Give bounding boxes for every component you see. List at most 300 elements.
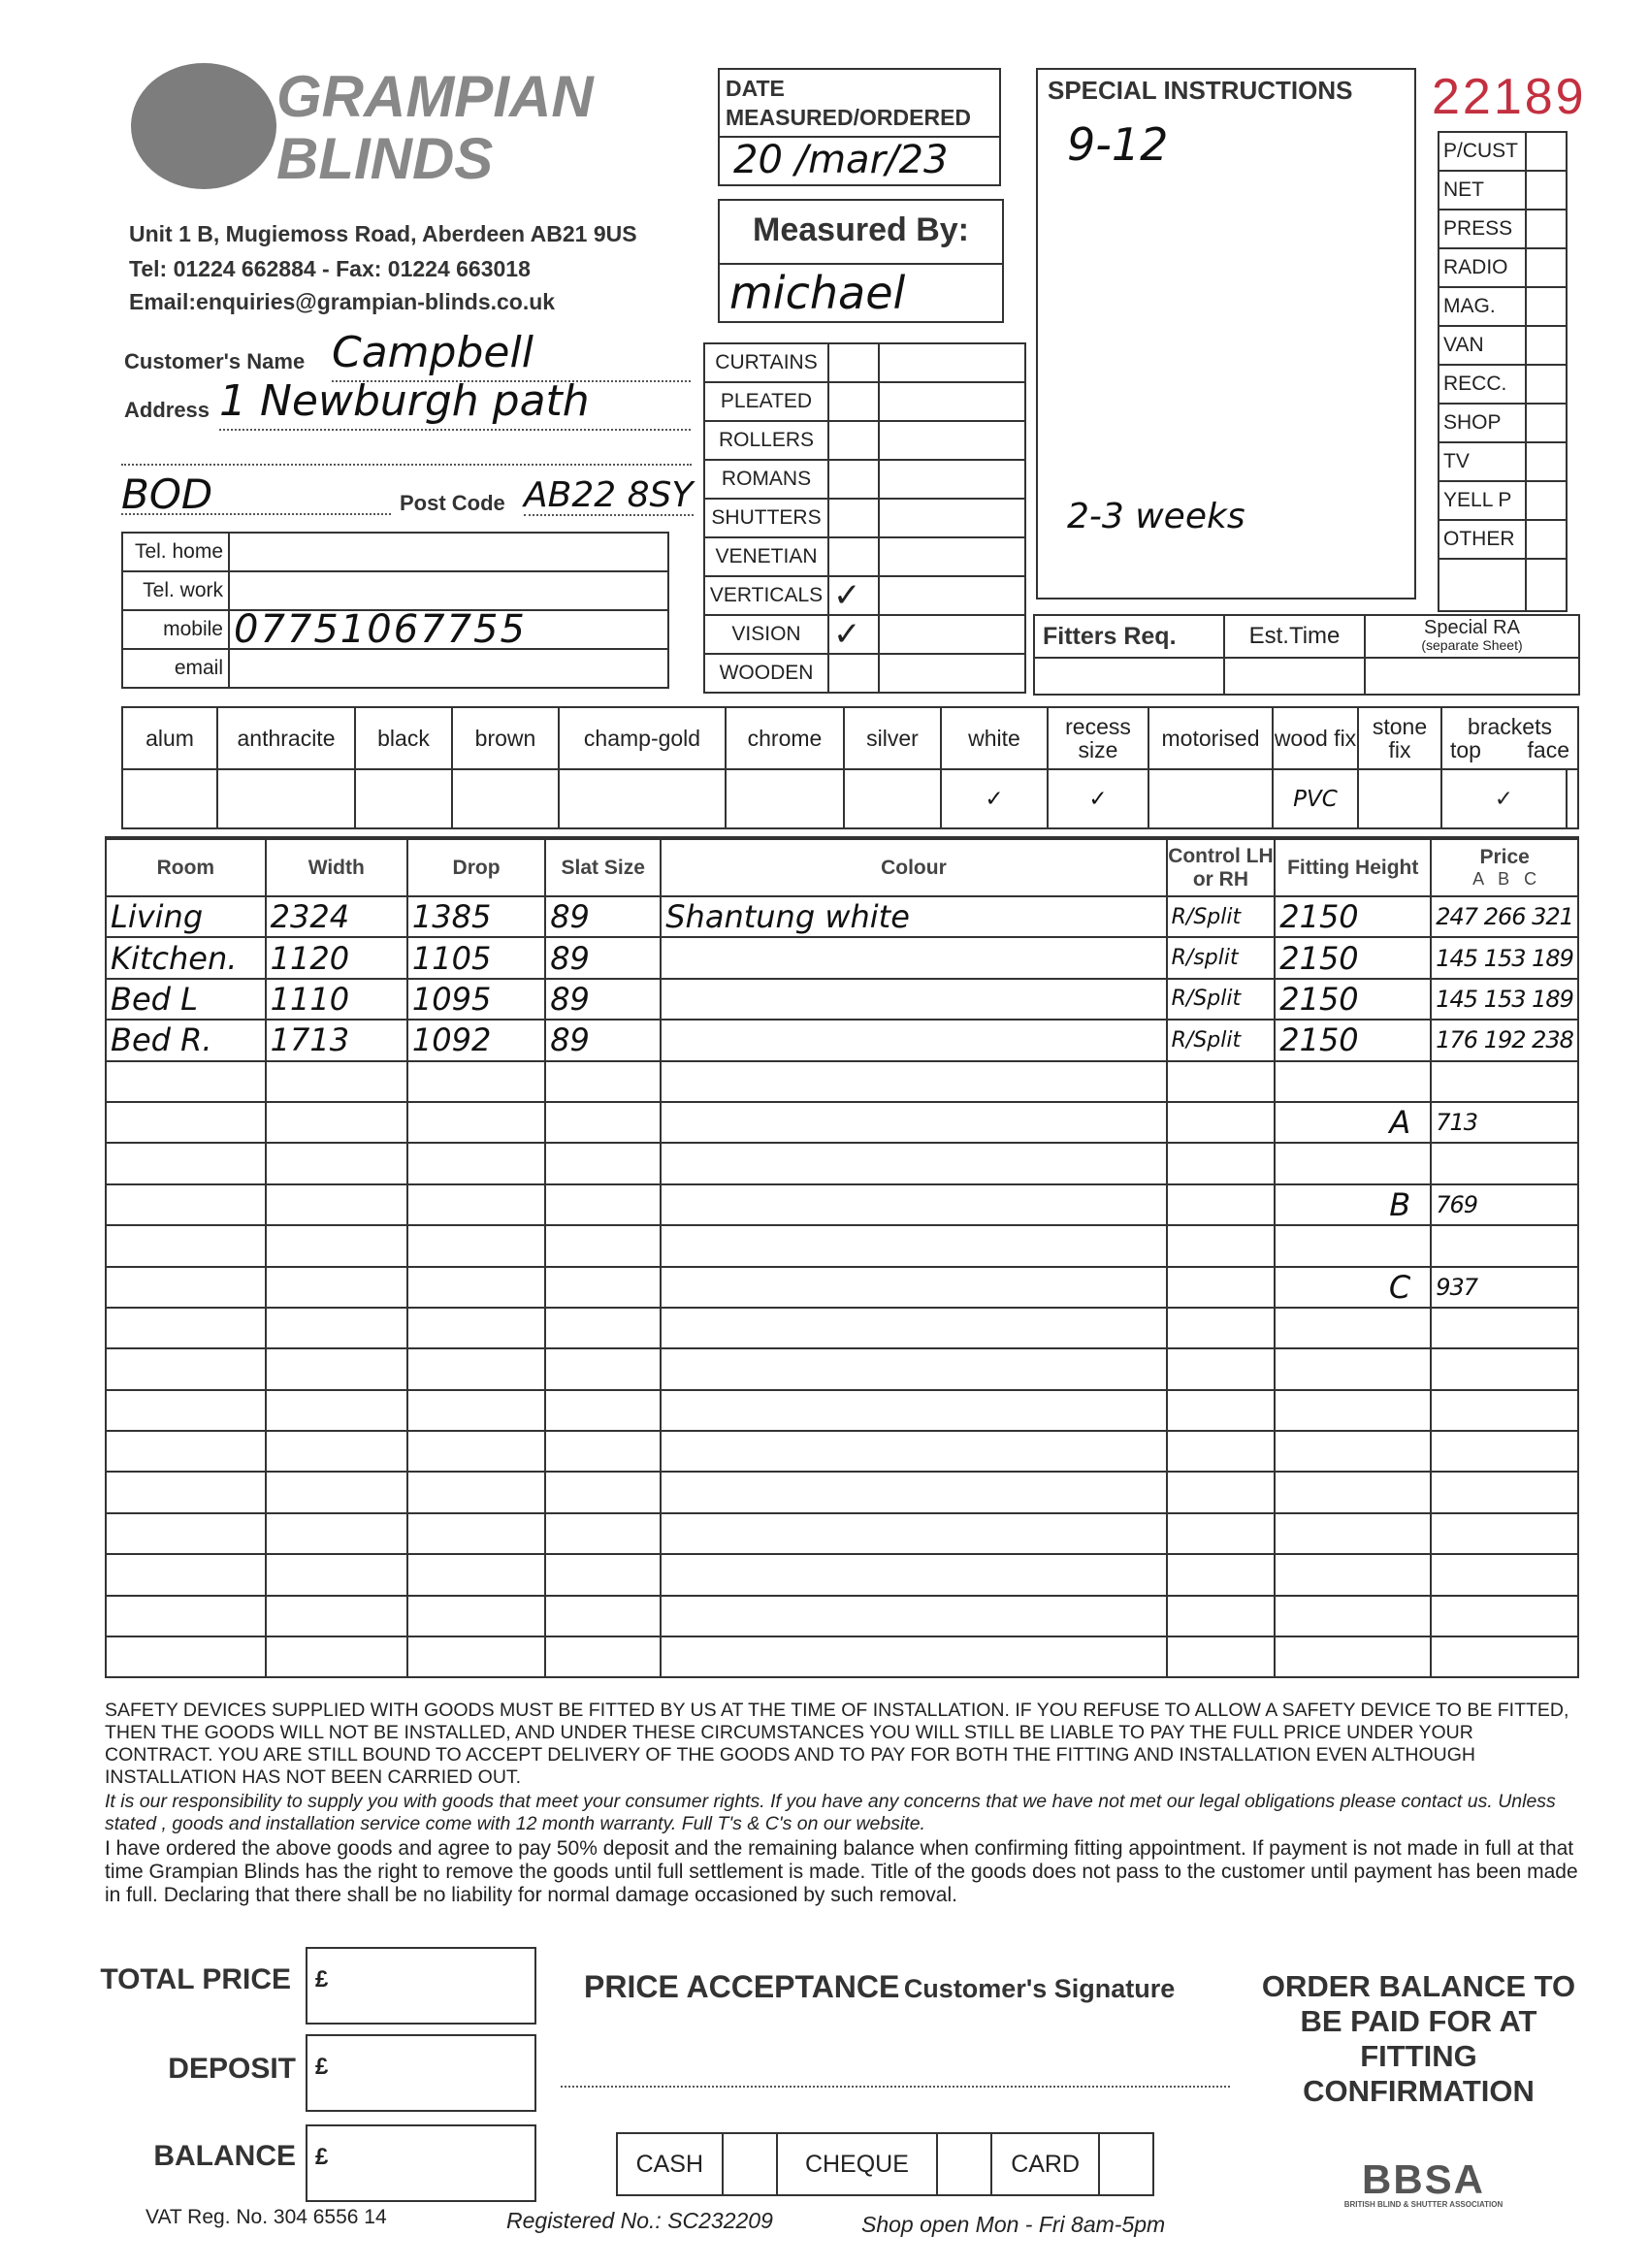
cell-fitting-height[interactable]: C [1275,1267,1431,1308]
consumer-rights-notice: It is our responsibility to supply you with goods that meet your consumer rights. If you have any concerns that we have not met our legal obligations please contact us. Unless stated , goods and installation service come with 12 month warranty. Full T's & C's on our website. [105,1791,1556,1834]
cell-drop[interactable] [407,1390,545,1431]
cell-fitting-height[interactable] [1275,1472,1431,1512]
cell-slat-size[interactable] [545,1472,661,1512]
cell-drop[interactable] [407,1348,545,1389]
cell-slat-size[interactable] [545,1267,661,1308]
address-line1-field[interactable]: 1 Newburgh path [219,376,691,431]
product-type-notes[interactable] [879,460,1025,499]
cell-colour[interactable] [661,1596,1166,1636]
brackets-label: brackets [1468,714,1552,739]
cell-room[interactable] [106,1431,266,1472]
cell-fitting-height[interactable]: A [1275,1102,1431,1143]
cell-width[interactable]: 2324 [266,896,407,937]
source-label: YELL P [1439,481,1526,520]
contact-row [122,649,668,688]
cell-slat-size[interactable] [545,1636,661,1677]
cell-drop[interactable] [407,1102,545,1143]
product-type-row [704,343,1025,382]
option-checkbox[interactable] [452,769,559,828]
cell-control[interactable] [1167,1554,1276,1595]
cell-drop[interactable] [407,1308,545,1348]
cell-control[interactable] [1167,1390,1276,1431]
cell-colour[interactable] [661,1020,1166,1060]
cell-price[interactable]: 145 153 189 [1431,937,1578,978]
contact-row [122,610,668,649]
source-label: OTHER [1439,520,1526,559]
cell-colour[interactable]: Shantung white [661,896,1166,937]
special-instructions-line1[interactable]: 9-12 [1067,118,1169,171]
option-checkbox[interactable] [217,769,355,828]
total-price-field[interactable] [306,1947,536,2025]
cell-width[interactable] [266,1431,407,1472]
product-type-checkbox[interactable] [828,654,879,693]
contact-field[interactable] [229,649,668,688]
cell-width[interactable] [266,1102,407,1143]
customer-name-field[interactable]: Campbell [332,328,691,382]
product-type-label: ROMANS [704,460,828,499]
cell-room[interactable] [106,1472,266,1512]
cell-fitting-height[interactable] [1275,1225,1431,1266]
source-row [1439,520,1567,559]
cell-price[interactable] [1431,1554,1578,1595]
cell-price[interactable]: 176 192 238 [1431,1020,1578,1060]
option-label: black [355,707,452,769]
source-checkbox[interactable] [1526,210,1567,248]
date-value[interactable]: 20 /mar/23 [733,138,949,182]
cell-drop[interactable] [407,1184,545,1225]
table-row [106,1308,1578,1348]
balance-field[interactable] [306,2124,536,2202]
currency-symbol: £ [315,2054,329,2080]
cell-fitting-height[interactable] [1275,1596,1431,1636]
product-type-row [704,421,1025,460]
cell-drop[interactable] [407,1554,545,1595]
cell-colour[interactable] [661,1554,1166,1595]
cell-fitting-height[interactable] [1275,1390,1431,1431]
cell-drop[interactable] [407,1267,545,1308]
signature-label: Customer's Signature [903,1974,1176,2003]
source-label: NET [1439,171,1526,210]
source-list [1438,131,1568,612]
cell-fitting-height[interactable] [1275,1431,1431,1472]
cell-fitting-height[interactable]: 2150 [1275,896,1431,937]
product-type-notes[interactable] [879,615,1025,654]
cell-price[interactable]: 713 [1431,1102,1578,1143]
product-type-notes[interactable] [879,343,1025,382]
cell-slat-size[interactable] [545,1348,661,1389]
cell-slat-size[interactable] [545,1513,661,1554]
measured-by-value[interactable]: michael [729,267,906,319]
cell-room[interactable] [106,1390,266,1431]
cell-colour[interactable] [661,1513,1166,1554]
deposit-field[interactable] [306,2034,536,2112]
column-header-label: Room [156,856,215,879]
column-header-label: Slat Size [561,856,645,879]
cell-room[interactable]: Living [106,896,266,937]
option-label: alum [122,707,217,769]
source-checkbox[interactable] [1526,520,1567,559]
cell-price[interactable] [1431,1513,1578,1554]
cell-control[interactable] [1167,1596,1276,1636]
cell-price[interactable] [1431,1636,1578,1677]
cell-width[interactable] [266,1225,407,1266]
currency-symbol: £ [315,2144,329,2170]
column-header-label: Control LH or RH [1168,844,1274,891]
table-row [106,1020,1578,1060]
cell-price[interactable] [1431,1390,1578,1431]
address-label: Address [124,398,210,422]
product-type-checkbox[interactable] [828,382,879,421]
product-type-notes[interactable] [879,537,1025,576]
source-checkbox[interactable] [1526,171,1567,210]
cell-fitting-height[interactable] [1275,1143,1431,1183]
cell-fitting-height[interactable] [1275,1348,1431,1389]
cell-slat-size[interactable]: 89 [545,979,661,1020]
cell-control[interactable]: R/Split [1167,896,1276,937]
cell-control[interactable] [1167,1102,1276,1143]
column-header [266,838,407,896]
source-checkbox[interactable] [1526,326,1567,365]
option-checkbox[interactable] [559,769,726,828]
source-label: P/CUST [1439,132,1526,171]
source-checkbox[interactable] [1526,365,1567,404]
cell-fitting-height[interactable]: B [1275,1184,1431,1225]
product-type-notes[interactable] [879,654,1025,693]
payment-method-label: CASH [617,2133,723,2195]
product-type-label: ROLLERS [704,421,828,460]
special-ra-field[interactable] [1365,658,1579,695]
total-price-label: TOTAL PRICE [100,1963,291,1995]
cell-drop[interactable] [407,1061,545,1102]
cell-control[interactable] [1167,1308,1276,1348]
product-type-checkbox[interactable] [828,343,879,382]
option-checkbox[interactable]: ✓ [941,769,1048,828]
table-row [106,1184,1578,1225]
cell-control[interactable] [1167,1225,1276,1266]
column-header-label: Drop [452,856,501,879]
cell-drop[interactable] [407,1636,545,1677]
cell-colour[interactable] [661,1308,1166,1348]
cell-width[interactable]: 1120 [266,937,407,978]
cell-width[interactable] [266,1596,407,1636]
table-row [106,1472,1578,1512]
option-checkbox[interactable] [122,769,217,828]
order-balance-notice: ORDER BALANCE TO BE PAID FOR AT FITTING CONFIRMATION [1261,1969,1576,2108]
cell-price[interactable] [1431,1061,1578,1102]
date-label: DATE [726,76,785,101]
product-type-label: PLEATED [704,382,828,421]
cell-drop[interactable]: 1105 [407,937,545,978]
cell-control[interactable] [1167,1431,1276,1472]
option-checkbox[interactable] [726,769,844,828]
cell-fitting-height[interactable] [1275,1554,1431,1595]
option-checkbox[interactable] [844,769,941,828]
cell-fitting-height[interactable] [1275,1308,1431,1348]
product-type-label: VISION [704,615,828,654]
product-type-checkbox[interactable] [828,460,879,499]
cell-price[interactable] [1431,1143,1578,1183]
cell-price[interactable]: 937 [1431,1267,1578,1308]
brackets-top-checkbox[interactable]: ✓ [1441,769,1567,828]
cell-colour[interactable] [661,1225,1166,1266]
est-time-field[interactable] [1224,658,1365,695]
table-row [106,1225,1578,1266]
cell-room[interactable] [106,1061,266,1102]
cell-slat-size[interactable] [545,1184,661,1225]
table-row [106,1102,1578,1143]
cell-price[interactable]: 769 [1431,1184,1578,1225]
product-type-checkbox[interactable] [828,537,879,576]
cell-drop[interactable]: 1092 [407,1020,545,1060]
date-label-2: MEASURED/ORDERED [726,105,972,130]
address-line3-field[interactable]: BOD [121,470,391,515]
source-checkbox[interactable] [1526,132,1567,171]
product-type-checkbox[interactable]: ✓ [828,576,879,615]
cell-colour[interactable] [661,1267,1166,1308]
contact-label: email [122,649,229,688]
cell-slat-size[interactable] [545,1102,661,1143]
cell-width[interactable]: 1110 [266,979,407,1020]
cell-slat-size[interactable] [545,1596,661,1636]
product-type-checkbox[interactable]: ✓ [828,615,879,654]
contact-field[interactable] [229,571,668,610]
cell-control[interactable] [1167,1513,1276,1554]
option-label: motorised [1148,707,1273,769]
payment-method-checkbox[interactable] [937,2133,991,2195]
brackets-face-label: face [1527,737,1569,762]
product-type-row [704,499,1025,537]
cell-room[interactable]: Bed L [106,979,266,1020]
cell-control[interactable] [1167,1267,1276,1308]
postcode-field[interactable]: AB22 8SY [524,475,694,515]
cell-control[interactable] [1167,1061,1276,1102]
column-header [1167,838,1276,896]
cell-drop[interactable] [407,1596,545,1636]
signature-line[interactable] [561,2086,1230,2088]
cell-room[interactable] [106,1143,266,1183]
cell-slat-size[interactable]: 89 [545,1020,661,1060]
cell-width[interactable] [266,1348,407,1389]
safety-notice: SAFETY DEVICES SUPPLIED WITH GOODS MUST BE FITTED BY US AT THE TIME OF INSTALLATION. IF YOU REFUSE TO ALLOW A SAFETY DEVICE TO BE FITTED, THEN THE GOODS WILL NOT BE INSTALLED, AND UNDER THESE CIRCUMSTANCES YOU WILL STILL BE LIABLE TO PAY THE FULL PRICE UNDER YOUR CONTRACT. YOU ARE STILL BOUND TO ACCEPT DELIVERY OF THE GOODS AND TO PAY FOR BOTH THE FITTING AND INSTALLATION EVEN ALTHOUGH INSTALLATION HAS NOT BEEN CARRIED OUT. [105,1700,1569,1788]
cell-drop[interactable]: 1385 [407,896,545,937]
contact-row [122,571,668,610]
payment-method-label: CHEQUE [777,2133,938,2195]
option-label: white [941,707,1048,769]
brackets-top-label: top [1450,737,1481,762]
cell-control[interactable] [1167,1184,1276,1225]
cell-width[interactable]: 1713 [266,1020,407,1060]
cell-width[interactable] [266,1472,407,1512]
cell-colour[interactable] [661,1143,1166,1183]
cell-slat-size[interactable] [545,1390,661,1431]
cell-price[interactable]: 247 266 321 [1431,896,1578,937]
option-label: champ-gold [559,707,726,769]
cell-price[interactable]: 145 153 189 [1431,979,1578,1020]
cell-slat-size[interactable]: 89 [545,896,661,937]
cell-width[interactable] [266,1143,407,1183]
payment-method-checkbox[interactable] [1099,2133,1153,2195]
column-header-label: Price [1479,846,1530,868]
cell-price[interactable] [1431,1348,1578,1389]
cell-width[interactable] [266,1061,407,1102]
shop-hours: Shop open Mon - Fri 8am-5pm [861,2212,1166,2237]
cell-drop[interactable] [407,1513,545,1554]
table-row [106,937,1578,978]
cell-colour[interactable] [661,1102,1166,1143]
source-label: MAG. [1439,287,1526,326]
cell-width[interactable] [266,1554,407,1595]
product-type-notes[interactable] [879,499,1025,537]
table-row [106,1596,1578,1636]
cell-price[interactable] [1431,1431,1578,1472]
cell-width[interactable] [266,1513,407,1554]
cell-price[interactable] [1431,1308,1578,1348]
source-checkbox[interactable] [1526,404,1567,442]
cell-width[interactable] [266,1184,407,1225]
source-row [1439,287,1567,326]
cell-price[interactable] [1431,1225,1578,1266]
cell-drop[interactable] [407,1472,545,1512]
contact-table [121,532,669,689]
cell-colour[interactable] [661,937,1166,978]
cell-price[interactable] [1431,1472,1578,1512]
cell-slat-size[interactable] [545,1431,661,1472]
special-instructions-line2[interactable]: 2-3 weeks [1067,497,1245,536]
cell-colour[interactable] [661,1390,1166,1431]
bbsa-caption: BRITISH BLIND & SHUTTER ASSOCIATION [1343,2200,1504,2209]
cell-control[interactable]: R/Split [1167,1020,1276,1060]
cell-width[interactable] [266,1267,407,1308]
cell-slat-size[interactable]: 89 [545,937,661,978]
cell-room[interactable] [106,1554,266,1595]
cell-fitting-height[interactable]: 2150 [1275,1020,1431,1060]
cell-colour[interactable] [661,1636,1166,1677]
source-checkbox[interactable] [1526,442,1567,481]
product-type-checkbox[interactable] [828,421,879,460]
fitters-req-field[interactable] [1034,658,1224,695]
cell-room[interactable] [106,1308,266,1348]
cell-fitting-height[interactable] [1275,1061,1431,1102]
option-checkbox[interactable]: ✓ [1048,769,1148,828]
source-checkbox[interactable] [1526,481,1567,520]
payment-methods [616,2132,1154,2196]
cell-control[interactable] [1167,1143,1276,1183]
brackets-face-checkbox[interactable] [1567,769,1578,828]
option-checkbox[interactable]: PVC [1273,769,1358,828]
cell-fitting-height[interactable]: 2150 [1275,937,1431,978]
cell-slat-size[interactable] [545,1308,661,1348]
cell-colour[interactable] [661,1348,1166,1389]
company-email: Email:enquiries@grampian-blinds.co.uk [129,289,556,314]
cell-width[interactable] [266,1308,407,1348]
product-type-label: CURTAINS [704,343,828,382]
bbsa-logo [1310,2156,1537,2209]
cell-room[interactable] [106,1184,266,1225]
price-acceptance [584,1969,1175,2005]
cell-room[interactable] [106,1102,266,1143]
product-type-notes[interactable] [879,382,1025,421]
product-type-notes[interactable] [879,421,1025,460]
table-row [106,1390,1578,1431]
cell-room[interactable] [106,1267,266,1308]
cell-control[interactable]: R/Split [1167,979,1276,1020]
source-checkbox[interactable] [1526,559,1567,611]
cell-drop[interactable] [407,1225,545,1266]
cell-control[interactable]: R/split [1167,937,1276,978]
cell-colour[interactable] [661,1184,1166,1225]
company-address: Unit 1 B, Mugiemoss Road, Aberdeen AB21 9US [129,221,637,246]
measured-by-box [718,199,1004,323]
cell-control[interactable] [1167,1348,1276,1389]
column-header [407,838,545,896]
option-checkbox[interactable] [1148,769,1273,828]
source-spacer [1439,559,1526,611]
cell-slat-size[interactable] [545,1143,661,1183]
cell-fitting-height[interactable] [1275,1513,1431,1554]
cell-slat-size[interactable] [545,1225,661,1266]
product-type-notes[interactable] [879,576,1025,615]
cell-control[interactable] [1167,1472,1276,1512]
cell-control[interactable] [1167,1636,1276,1677]
address-line2-field[interactable] [121,464,692,466]
cell-slat-size[interactable] [545,1061,661,1102]
cell-colour[interactable] [661,1061,1166,1102]
contact-field[interactable] [229,533,668,571]
cell-price[interactable] [1431,1596,1578,1636]
source-label: RADIO [1439,248,1526,287]
product-type-label: SHUTTERS [704,499,828,537]
product-type-row [704,615,1025,654]
option-checkbox[interactable] [1358,769,1441,828]
cell-room[interactable] [106,1225,266,1266]
cell-drop[interactable] [407,1143,545,1183]
cell-room[interactable] [106,1636,266,1677]
source-checkbox[interactable] [1526,248,1567,287]
payment-method-checkbox[interactable] [723,2133,777,2195]
cell-drop[interactable] [407,1431,545,1472]
cell-room[interactable] [106,1596,266,1636]
table-row [106,1143,1578,1183]
cell-room[interactable]: Kitchen. [106,937,266,978]
cell-colour[interactable] [661,979,1166,1020]
cell-room[interactable] [106,1348,266,1389]
est-time-label: Est.Time [1224,615,1365,658]
cell-room[interactable]: Bed R. [106,1020,266,1060]
cell-drop[interactable]: 1095 [407,979,545,1020]
contact-label: Tel. work [122,571,229,610]
form-number: 22189 [1432,69,1587,125]
source-checkbox[interactable] [1526,287,1567,326]
cell-fitting-height[interactable]: 2150 [1275,979,1431,1020]
company-name [276,66,594,190]
cell-fitting-height[interactable] [1275,1636,1431,1677]
source-label: TV [1439,442,1526,481]
company-name-line1: GRAMPIAN [276,64,594,129]
product-type-checkbox[interactable] [828,499,879,537]
contact-field[interactable]: 07751067755 [229,610,668,649]
company-phone: Tel: 01224 662884 - Fax: 01224 663018 [129,256,531,281]
option-checkbox[interactable] [355,769,452,828]
cell-width[interactable] [266,1636,407,1677]
source-label: RECC. [1439,365,1526,404]
cell-slat-size[interactable] [545,1554,661,1595]
table-row [106,1348,1578,1389]
cell-colour[interactable] [661,1431,1166,1472]
cell-room[interactable] [106,1513,266,1554]
cell-colour[interactable] [661,1472,1166,1512]
cell-width[interactable] [266,1390,407,1431]
measurements-table [105,836,1579,1678]
